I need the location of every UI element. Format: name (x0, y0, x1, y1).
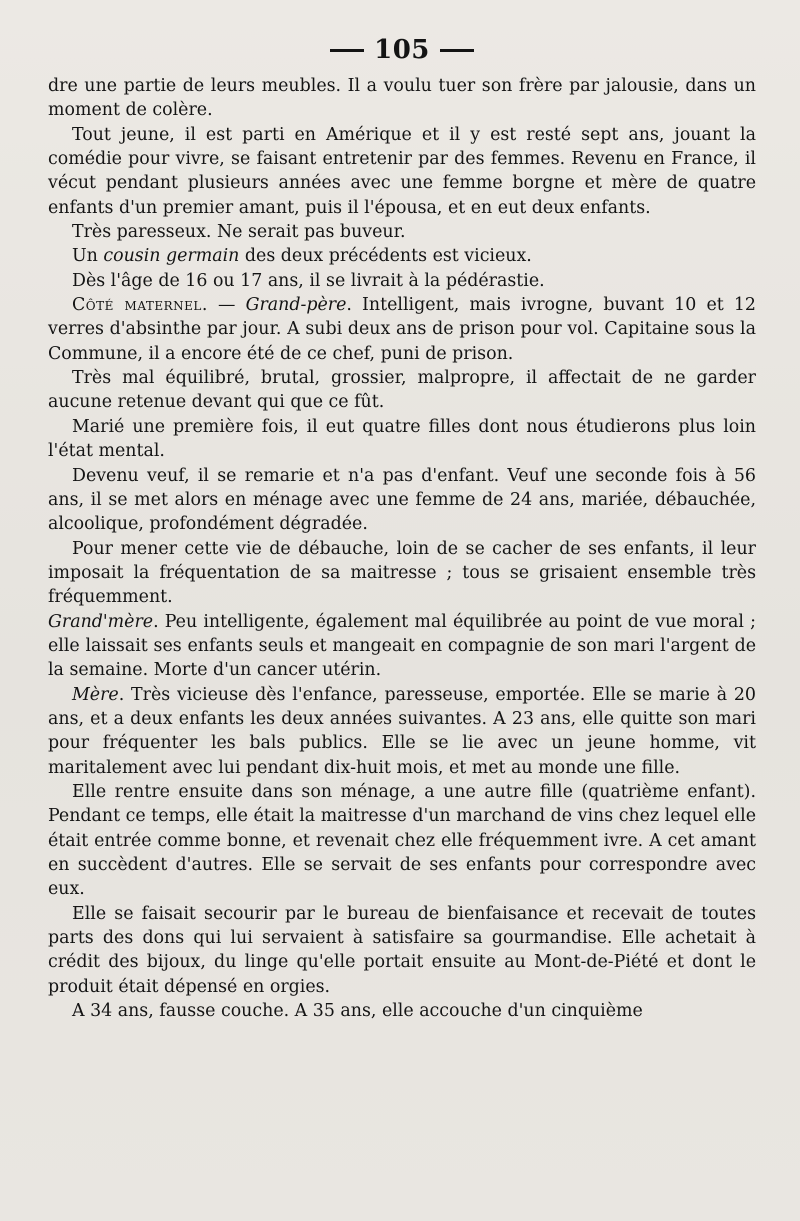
paragraph-italic: Mère (72, 684, 119, 705)
paragraph: Tout jeune, il est parti en Amérique et il y est resté sept ans, jouant la comédie pour vivre, se faisant entretenir par des femmes. Revenu en France, il vécut pendant plusieurs années avec une femme borgne et mère de quatre enfants d'un premier amant, puis il l'épousa, et en eut deux enfants. (48, 124, 756, 218)
paragraph: Marié une première fois, il eut quatre filles dont nous étudierons plus loin l'état mental. (48, 416, 756, 462)
right-dash (440, 49, 474, 52)
paragraph (48, 293, 756, 366)
paragraph: dre une partie de leurs meubles. Il a voulu tuer son frère par jalousie, dans un moment de colère. (48, 76, 756, 121)
paragraph: Elle se faisait secourir par le bureau de bienfaisance et recevait de toutes parts des dons qui lui servaient à satisfaire sa gourmandise. Elle achetait à crédit des bijoux, du linge qu'elle portait ensuite au Mont-de-Piété et dont le produit était dépensé en orgies. (48, 903, 756, 997)
paragraph-rest: . Peu intelligente, également mal équilibrée au point de vue moral ; elle laissait ses enfants seuls et mangeait en compagnie de son mari l'argent de la semaine. Morte d'un cancer utérin. (48, 611, 756, 681)
page-number-header (48, 30, 756, 70)
paragraph: Elle rentre ensuite dans son ménage, a une autre fille (quatrième enfant). Pendant ce temps, elle était la maitresse d'un marchand de vins chez lequel elle était entrée comme bonne, et revenait chez elle fréquemment ivre. A cet amant en succèdent d'autres. Elle se servait de ses enfants pour correspondre avec eux. (48, 781, 756, 900)
paragraph-italic: Grand-père (245, 295, 347, 316)
paragraph: Pour mener cette vie de débauche, loin de se cacher de ses enfants, il leur imposait la fréquentation de sa maitresse ; tous se grisaient ensemble très fréquemment. (48, 538, 756, 608)
paragraph (48, 683, 756, 780)
section-heading: Côté maternel. (72, 295, 208, 316)
paragraph-italic: cousin germain (103, 246, 240, 267)
paragraph-lead: Un (72, 246, 104, 267)
paragraph-rest: . Très vicieuse dès l'enfance, paresseuse, emportée. Elle se marie à 20 ans, et a deux enfants les deux années suivantes. A 23 ans, elle quitte son mari pour fréquenter les bals publics. Elle se lie avec un jeune homme, vit maritalement avec lui pendant dix-huit mois, et met au monde une fille. (48, 684, 756, 778)
left-dash (330, 49, 364, 52)
heading-dash: — (207, 295, 246, 316)
paragraph (48, 244, 756, 268)
paragraph-rest: des deux précédents est vicieux. (239, 246, 532, 267)
paragraph: Dès l'âge de 16 ou 17 ans, il se livrait à la pédérastie. (72, 270, 545, 291)
paragraph-rest: . Intelligent, mais ivrogne, buvant 10 et 12 verres d'absinthe par jour. A subi deux ans de prison pour vol. Capitaine sous la Commune, il a encore été de ce chef, puni de prison. (48, 295, 756, 364)
paragraph: Devenu veuf, il se remarie et n'a pas d'enfant. Veuf une seconde fois à 56 ans, il se met alors en ménage avec une femme de 24 ans, mariée, débauchée, alcoolique, profondément dégradée. (48, 465, 756, 535)
paragraph: A 34 ans, fausse couche. A 35 ans, elle accouche d'un cinquième (72, 1001, 643, 1022)
paragraph: Très mal équilibré, brutal, grossier, malpropre, il affectait de ne garder aucune retenue devant qui que ce fût. (48, 368, 756, 413)
paragraph (48, 610, 756, 683)
page-number: 105 (374, 35, 430, 65)
paragraph: Très paresseux. Ne serait pas buveur. (72, 222, 406, 243)
paragraph-italic: Grand'mère (48, 611, 154, 632)
